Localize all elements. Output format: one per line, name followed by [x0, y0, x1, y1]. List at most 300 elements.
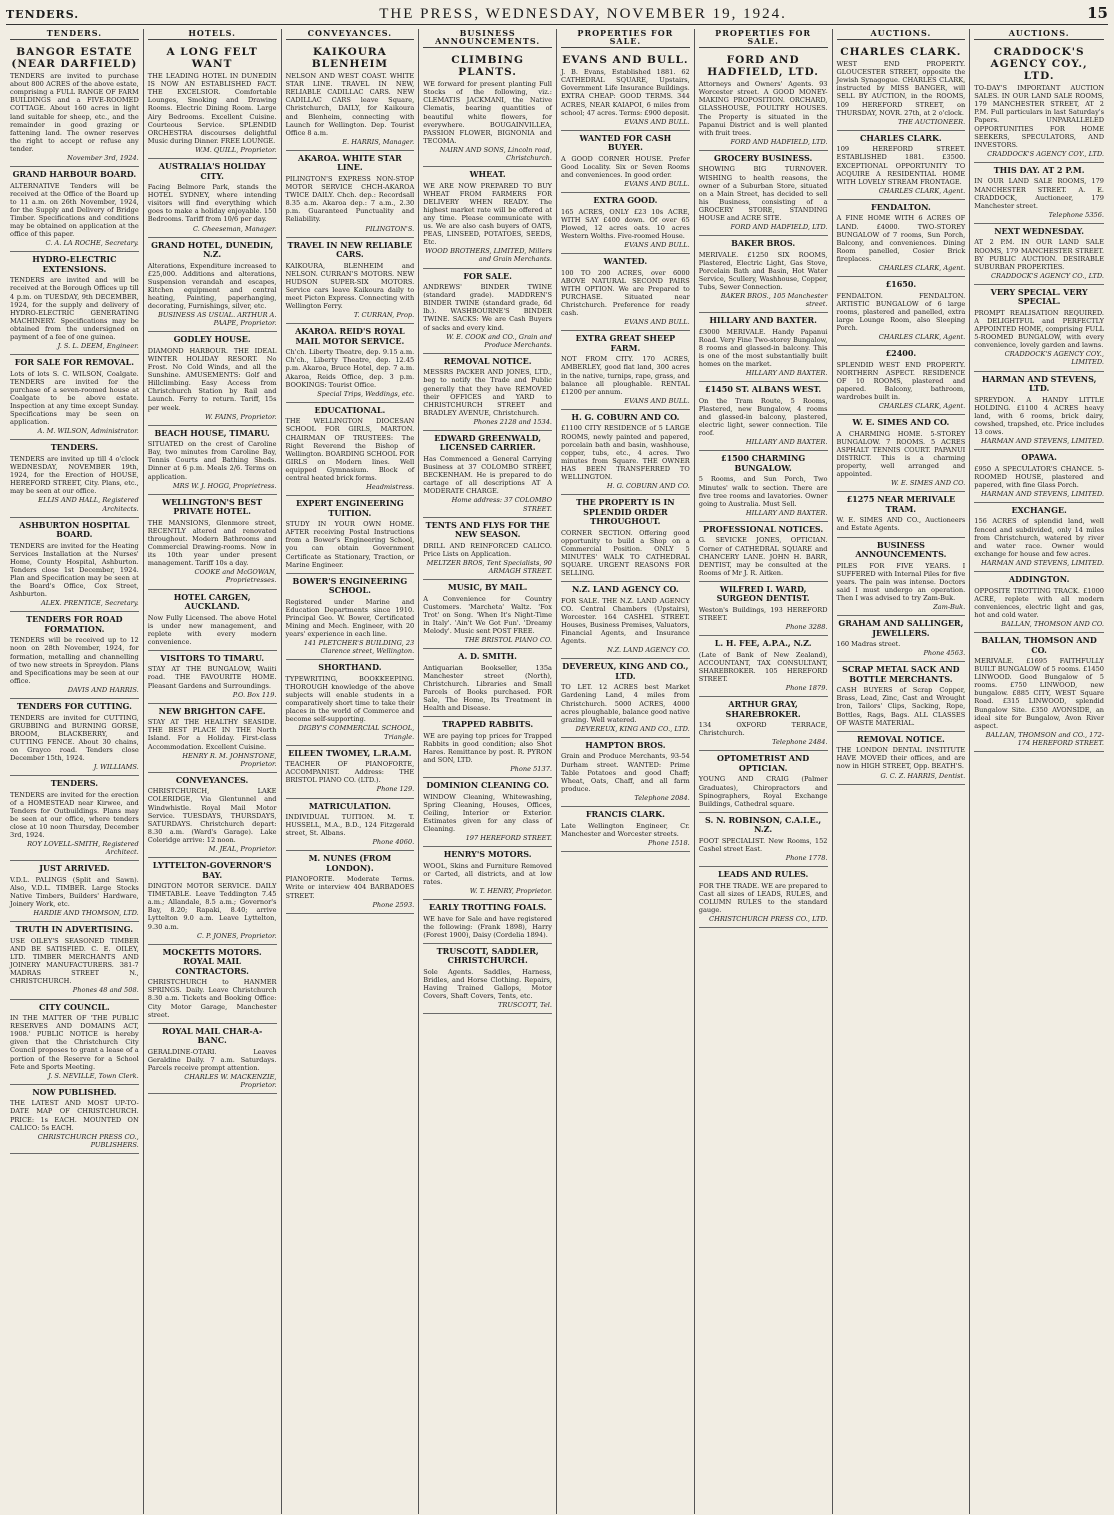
- ad-body: 134 OXFORD TERRACE, Christchurch.: [698, 721, 828, 738]
- ad-title: EXTRA GOOD.: [593, 195, 658, 206]
- ad-signature: Phone 129.: [376, 785, 415, 794]
- ad-title: ASHBURTON HOSPITAL BOARD.: [19, 519, 130, 540]
- ad-title: NEXT WEDNESDAY.: [994, 225, 1085, 236]
- classified-ad: [837, 131, 966, 200]
- ad-title: M. NUNES (FROM LONDON).: [308, 853, 392, 873]
- ad-body: FENDALTON. FENDALTON. ARTISTIC BUNGALOW of 6 large rooms, plastered and panelled, extra large Lounge Room, also Sleeping Porch.: [836, 291, 966, 332]
- classified-ad: [10, 167, 139, 252]
- ad-signature: HARMAN AND STEVENS, LIMITED.: [980, 437, 1104, 445]
- ad-title: WELLINGTON'S BEST PRIVATE HOTEL.: [162, 496, 263, 517]
- ad-signature: E. HARRIS, Manager.: [342, 137, 415, 146]
- classified-ad: [10, 1000, 139, 1085]
- ad-title: JUST ARRIVED.: [39, 863, 110, 874]
- ad-body: FOR THE TRADE. WE are prepared to Cast all sizes of LEADS, RULES, and COLUMN RULES to the standard gauge.: [698, 881, 828, 914]
- ad-signature: DAVIS AND HARRIS.: [67, 685, 139, 694]
- ad-body: INDIVIDUAL TUITION. M. T. HUSSELL, M.A., B.D., 124 Fitzgerald street, St. Albans.: [285, 813, 415, 838]
- ad-signature: J. S. NEVILLE, Town Clerk.: [48, 1071, 139, 1080]
- ad-body: Late Wellington Engineer, Cr. Manchester and Worcester streets.: [561, 821, 690, 838]
- ad-body: SPREYDON. A HANDY LITTLE HOLDING. £1100 4 ACRES heavy land, with 6 rooms, brick dairy, cowshed, trapshed, etc. Price includes 13 cows.: [974, 395, 1104, 436]
- ad-body: V.D.L. PALINGS (Split and Sawn). Also, V.D.L. TIMBER. Large Stocks Native Timbers, Builders' Hardware, Joinery Work, etc.: [10, 875, 139, 909]
- ad-signature: THE AUCTIONEER.: [897, 117, 966, 126]
- ad-signature: T. CURRAN, Prop.: [353, 311, 415, 320]
- ad-title: VISITORS TO TIMARU.: [160, 652, 264, 663]
- ad-title: £1450 ST. ALBANS WEST.: [705, 384, 822, 395]
- ad-signature: Phone 3288.: [785, 623, 828, 632]
- ad-title: ADDINGTON.: [1008, 574, 1070, 585]
- classified-ad: [837, 277, 966, 346]
- ad-signature: Phones 48 and 508.: [72, 986, 139, 995]
- ad-body: Sole Agents. Saddles, Harness, Bridles, and Horse Clothing. Repairs, Having Trained Gallops, Motor Covers, Shaft Covers, Tents, etc.: [423, 967, 552, 1001]
- classified-ad: [423, 51, 552, 167]
- classified-ad: [10, 440, 139, 517]
- classified-ad: [286, 403, 415, 496]
- ad-body: TENDERS will be received up to 12 noon on 28th November, 1924, for formation, metalling and channelling of two new streets in Spreydon. Plans and Specifications may be seen at our office.: [10, 636, 139, 685]
- ad-body: Lots of lots S. C. WILSON, Coalgate. TENDERS are invited for the purchase of a seven-roomed house at Coalgate to be above estate. Inspection at any time except Sunday. Specifications may be seen on application.: [10, 369, 139, 427]
- classified-ad: [837, 538, 966, 617]
- ad-signature: Home address: 37 COLOMBO STREET.: [451, 496, 552, 513]
- ad-signature: HILLARY AND BAXTER.: [745, 438, 828, 447]
- ad-body: TENDERS are invited for CUTTING, GRUBBING and BURNING GORSE, BROOM, BLACKBERRY, and CUTTING FENCE. About 30 chains, on Grayco road. Tenders close December 15th, 1924.: [10, 713, 139, 762]
- ad-title: TRUSCOTT, SADDLER, CHRISTCHURCH.: [436, 945, 539, 966]
- classified-ad: [699, 751, 828, 812]
- classified-ad: [699, 697, 828, 751]
- classified-ad: [148, 704, 277, 773]
- ad-title: N.Z. LAND AGENCY CO.: [572, 584, 679, 595]
- classified-ad: [423, 778, 552, 847]
- ad-body: MERIVALE. £1695 FAITHFULLY BUILT BUNGALOW of 5 rooms. £1450 LINWOOD. Good Bungalow of 5 rooms. £750 LINWOOD, new bungalow. £885 CITY, WEST Square Road. £315 LINWOOD, splendid Bungalow Site. £350 AVONSIDE, an ideal site for Bungalow, Avon River aspect.: [974, 657, 1104, 730]
- ad-title: REMOVAL NOTICE.: [856, 733, 945, 744]
- ad-title: LYTTELTON-GOVERNOR'S BAY.: [152, 860, 272, 880]
- ad-title: MOCKETTS MOTORS. ROYAL MAIL CONTRACTORS.: [162, 946, 262, 976]
- ad-title: FORD AND HADFIELD, LTD.: [707, 54, 819, 79]
- ad-body: ALTERNATIVE Tenders will be received at the Office of the Board up to 11 a.m. on 26th November, 1924, for the Supply and Delivery of Bridge Timber. Specifications and conditions may be obtained on application at the office of this paper.: [10, 181, 139, 239]
- classified-ad: [561, 659, 690, 738]
- ad-body: NELSON AND WEST COAST. WHITE STAR LINE. TRAVEL IN NEW, RELIABLE CADILLAC CARS. NEW CADILLAC CARS leave Square, Christchurch, DAILY, for Kaikoura and Blenheim, connecting with Launch for Wellington. Dep. Tourist Office 8 a.m.: [285, 72, 415, 137]
- ad-title: CHARLES CLARK.: [860, 132, 942, 143]
- ad-title: GROCERY BUSINESS.: [713, 152, 813, 163]
- classified-ad: [561, 254, 690, 331]
- ad-body: DIAMOND HARBOUR. THE IDEAL WINTER HOLIDAY RESORT. No Frost. No Cold Winds, and all the Sunshine. AMUSEMENTS: Golf and Hillclimbing. Easy Access from Christchurch Station by Rail and Launch. Ferry to return. Tariff, 15s per week.: [147, 346, 277, 412]
- ad-body: SHOWING BIG TURNOVER. WISHING to health reasons, the owner of a Suburban Store, situated on a Main Street, has decided to sell his Business, consisting of a GROCERY STORE, STANDING HOUSE and ACRE SITE.: [698, 165, 828, 222]
- ad-title: HENRY'S MOTORS.: [443, 849, 532, 860]
- ad-title: OPAWA.: [1021, 452, 1057, 463]
- ad-signature: CHARLES W. MACKENZIE, Proprietor.: [184, 1072, 277, 1090]
- ad-signature: Phone 4563.: [923, 649, 966, 658]
- ad-title: BAKER BROS.: [731, 238, 796, 249]
- ad-signature: Phone 1778.: [785, 854, 828, 862]
- ad-signature: A. M. WILSON, Administrator.: [37, 427, 139, 436]
- ad-body: A CHARMING HOME. 5-STOREY BUNGALOW. 7 ROOMS. 5 ACRES ASPHALT TENNIS COURT. PAPANUI DISTRICT. This is a charming property, well arranged and appointed.: [836, 429, 966, 479]
- classified-ad: [10, 1085, 139, 1154]
- ad-signature: HARMAN AND STEVENS, LIMITED.: [980, 558, 1104, 567]
- classified-ad: [148, 43, 277, 159]
- classified-ad: [286, 746, 415, 799]
- ad-title: £1500 CHARMING BUNGALOW.: [721, 453, 806, 473]
- classified-ad: [699, 151, 828, 236]
- classified-ad: [10, 776, 139, 861]
- ad-body: STAY AT THE HEALTHY SEASIDE. THE BEST PLACE IN THE North Island. For a Holiday. First-class Accommodation. Excellent Cuisine.: [147, 718, 277, 751]
- ad-title: EARLY TROTTING FOALS.: [429, 902, 547, 913]
- ad-title: DOMINION CLEANING CO.: [426, 780, 549, 791]
- ad-signature: EVANS AND BULL.: [624, 117, 690, 126]
- ad-signature: Phone 4060.: [372, 838, 415, 847]
- ad-body: WEST END PROPERTY. GLOUCESTER STREET, opposite the Jewish Synagogue. CHARLES CLARK, instructed by MISS BANGER, will SELL BY AUCTION, in the ROOMS, 109 HEREFORD STREET, on THURSDAY, NOVR. 27th, at 2 o'clock.: [836, 60, 966, 117]
- classified-ad: [148, 1024, 277, 1094]
- ad-body: MERIVALE. £1250 SIX ROOMS, Plastered, Electric Light, Gas Stove, Porcelain Bath and Basin, Hot Water Service, Scullery, Washhouse, Copper, Tubs, Sewer Connection.: [698, 250, 828, 292]
- ad-body: MESSRS PACKER AND JONES, LTD., beg to notify the Trade and Public generally that they have REMOVED their OFFICES and YARD to CHRISTCHURCH STREET and BRADLEY AVENUE, Christchurch.: [423, 368, 552, 417]
- ad-signature: 197 HEREFORD STREET.: [465, 834, 552, 843]
- ad-title: MUSIC, BY MAIL.: [447, 582, 528, 592]
- ad-title: BUSINESS ANNOUNCEMENTS.: [855, 539, 947, 560]
- ad-title: £2400.: [885, 348, 917, 359]
- classified-ad: [699, 382, 828, 451]
- classified-ad: [974, 372, 1104, 451]
- ad-signature: BALLAN, THOMSON and CO., 172-174 HEREFORD STREET.: [985, 730, 1104, 747]
- classified-ad: [699, 582, 828, 636]
- classified-ad: [286, 574, 415, 661]
- ad-body: CHRISTCHURCH to HANMER SPRINGS. Daily. Leave Christchurch 8.30 a.m. Tickets and Booking Office: City Motor Garage, Manchester street.: [147, 978, 277, 1019]
- ad-signature: BAKER BROS., 105 Manchester street.: [720, 292, 828, 309]
- ad-title: CONVEYANCES.: [175, 774, 249, 785]
- column-5: [557, 29, 695, 1514]
- ad-signature: Phone 2593.: [372, 900, 415, 909]
- classified-ad: [286, 238, 415, 325]
- classified-ad: [10, 612, 139, 699]
- ad-body: (Late of Bank of New Zealand), ACCOUNTANT, TAX CONSULTANT, SHAREBROKER. 105 HEREFORD STREET.: [698, 650, 828, 683]
- ad-title: WHEAT.: [469, 169, 506, 180]
- column-heading: AUCTIONS.: [974, 29, 1104, 40]
- ad-signature: J. WILLIAMS.: [93, 763, 139, 772]
- ad-title: EILEEN TWOMEY, L.R.A.M.: [288, 747, 412, 758]
- column-1: [6, 29, 144, 1514]
- ad-signature: H. G. COBURN AND CO.: [606, 482, 690, 491]
- classified-ad: [423, 900, 552, 944]
- ad-title: EXTRA GREAT SHEEP FARM.: [575, 333, 676, 353]
- ad-signature: Phones 2128 and 1534.: [473, 417, 552, 426]
- classified-ad: [974, 43, 1104, 163]
- classified-ad: [286, 799, 415, 852]
- column-3: [282, 29, 420, 1514]
- ad-signature: THE BRISTOL PIANO CO.: [464, 635, 552, 644]
- column-6: [695, 29, 833, 1514]
- ad-body: TENDERS are invited up till 4 o'clock WEDNESDAY, NOVEMBER 19th, 1924, for the Erection of HOUSE, HEREFORD STREET, City. Plans, etc., may be seen at our office.: [10, 454, 139, 496]
- classified-ad: [10, 699, 139, 776]
- ad-body: THE LONDON DENTAL INSTITUTE HAVE MOVED their offices, and are now in HIGH STREET, Opp. BEATH'S.: [836, 746, 966, 771]
- ad-signature: ELLIS AND HALL, Registered Architects.: [38, 496, 139, 513]
- classified-ad: [561, 807, 690, 852]
- ad-signature: 141 PLETCHER'S BUILDING, 23 Clarence street, Wellington.: [303, 639, 415, 656]
- classified-ad: [974, 163, 1104, 224]
- ad-title: MATRICULATION.: [308, 800, 391, 811]
- classified-ad: [10, 922, 139, 999]
- ad-title: A. D. SMITH.: [458, 651, 517, 662]
- ad-body: 109 HEREFORD STREET. ESTABLISHED 1881. £3500. EXCEPTIONAL OPPORTUNITY TO ACQUIRE A RESIDENTIAL HOME WITH LOVELY STREAM FRONTAGE.: [836, 145, 966, 186]
- classified-ad: [837, 43, 966, 131]
- classified-ad: [148, 159, 277, 238]
- ad-title: GRAND HOTEL, DUNEDIN, N.Z.: [151, 239, 274, 260]
- classified-ad: [974, 503, 1104, 572]
- column-heading: TENDERS.: [10, 29, 139, 40]
- ad-body: TO-DAY'S IMPORTANT AUCTION SALES. IN OUR LAND SALE ROOMS, 179 MANCHESTER STREET, AT 2 P.M. Full particulars in last Saturday's Papers. UNPARALLELED OPPORTUNITIES FOR HOME SEEKERS, SPECULATORS, AND INVESTORS.: [974, 84, 1104, 149]
- ad-body: A Convenience for Country Customers. 'Marcheta' Waltz. 'Fox Trot' on Song. 'When It's Night-Time in Italy'. 'Ain't We Got Fun'. 'Dreamy Melody'. Music sent POST FREE.: [423, 594, 552, 635]
- classified-ad: [699, 867, 828, 928]
- ad-title: EVANS AND BULL.: [562, 54, 689, 67]
- ad-body: 156 ACRES of splendid land, well fenced and subdivided, only 14 miles from Christchurch, watered by river and water race. Owner would exchange for house and few acres.: [974, 517, 1104, 558]
- ad-title: GRAND HARBOUR BOARD.: [12, 169, 137, 180]
- ad-title: £1275 NEAR MERIVALE TRAM.: [846, 494, 956, 514]
- classified-ad: [286, 660, 415, 745]
- classified-ad: [148, 238, 277, 333]
- column-heading: AUCTIONS.: [837, 29, 966, 40]
- ad-signature: EVANS AND BULL.: [624, 180, 690, 189]
- ad-title: H. G. COBURN AND CO.: [571, 411, 680, 422]
- ad-signature: P.O. Box 119.: [232, 690, 277, 699]
- ad-title: AKAROA. WHITE STAR LINE.: [298, 152, 402, 173]
- ad-signature: C. Cheeseman, Manager.: [192, 224, 277, 233]
- classified-ad: [699, 451, 828, 521]
- ad-signature: ROY LOVELL-SMITH, Registered Architect.: [27, 840, 139, 857]
- ad-title: FOR SALE.: [463, 270, 512, 281]
- ad-signature: C. P. JONES, Proprietor.: [197, 931, 277, 940]
- ad-body: 165 ACRES, ONLY £23 10s ACRE, WITH SAY £400 down. Of over 65 Plowed, 12 acres oats. 10 acres Western Wolths. Five-roomed House.: [561, 207, 690, 240]
- ad-signature: EVANS AND BULL.: [624, 396, 690, 405]
- ad-body: G. SEVICKE JONES, OPTICIAN. Corner of CATHEDRAL SQUARE and CHANCERY LANE. JOHN H. BARR, DENTIST, may be consulted at the Rooms of Mr J. R. Aitken.: [698, 536, 828, 577]
- classified-ad: [148, 858, 277, 945]
- ad-body: THE LATEST AND MOST UP-TO-DATE MAP OF CHRISTCHURCH. PRICE: 1s EACH. MOUNTED ON CALICO: 5s EACH.: [10, 1099, 139, 1132]
- column-8: [970, 29, 1108, 1514]
- column-2: [144, 29, 282, 1514]
- ad-signature: FORD AND HADFIELD, LTD.: [730, 223, 828, 232]
- ad-title: HOTEL CARGEN, AUCKLAND.: [173, 591, 251, 611]
- ad-signature: G. C. Z. HARRIS, Dentist.: [880, 771, 966, 780]
- ad-signature: CHARLES CLARK, Agent.: [878, 333, 966, 342]
- classified-ad: [699, 636, 828, 697]
- ad-title: ARTHUR GRAY, SHAREBROKER.: [725, 699, 801, 719]
- ad-signature: CHARLES CLARK, Agent.: [878, 186, 966, 195]
- ad-signature: W. FAINS, Proprietor.: [204, 412, 277, 421]
- ad-body: SPLENDID WEST END PROPERTY. NORTHERN ASPECT. RESIDENCE OF 10 ROOMS, plastered and papered. Balcony, bathroom, wardrobes built in.: [836, 360, 966, 401]
- classified-ad: [423, 847, 552, 900]
- ad-signature: M. JEAL, Proprietor.: [208, 844, 277, 853]
- classified-ad: [699, 313, 828, 382]
- classified-ad: [423, 518, 552, 580]
- classified-ad: [699, 236, 828, 313]
- classified-ad: [148, 945, 277, 1024]
- ad-signature: HILLARY AND BAXTER.: [745, 369, 828, 378]
- ad-title: FENDALTON.: [871, 201, 931, 212]
- ad-title: S. N. ROBINSON, C.A.I.E., N.Z.: [705, 814, 822, 835]
- ad-signature: HARMAN AND STEVENS, LIMITED.: [980, 489, 1104, 498]
- classified-ad: [837, 492, 966, 537]
- ad-signature: J. S. L. DEEM, Engineer.: [57, 342, 139, 351]
- ad-title: NOW PUBLISHED.: [32, 1086, 117, 1097]
- ad-signature: CHARLES CLARK, Agent.: [878, 263, 966, 272]
- ad-body: Has Commenced a General Carrying Business at 37 COLOMBO STREET, BECKENHAM. He is prepared to do cartage of all descriptions AT A MODERATE CHARGE.: [423, 454, 552, 496]
- ad-signature: Telephone 2484.: [772, 738, 828, 747]
- classified-ad: [423, 580, 552, 649]
- ad-signature: November 3rd, 1924.: [67, 154, 139, 163]
- ad-signature: BUSINESS AS USUAL. ARTHUR A. PAAPE, Proprietor.: [158, 311, 277, 328]
- ad-body: WE forward for present planting Full Stocks of the following, viz.: CLEMATIS JACKMANI, the Native Clematis, bearing quantities of beautiful white flowers, for everywhere. BOUGAINVILLEA, PASSION FLOWER, BIGNONIA and TECOMA.: [423, 80, 552, 145]
- classified-ad: [561, 495, 690, 582]
- ad-body: THE MANSIONS, Glenmore street, RECENTLY altered and renovated throughout. Modern Bathrooms and Commercial Drawing-rooms. Now in its 10th year under present management. Tariff 10s a day.: [147, 518, 277, 568]
- ad-body: Alterations, Expenditure increased to £25,000. Additions and alterations, Suspension verandah and escapes, Kitchen equipment and central heating, Painting, paperhanging, decorating, Furnishings, silver, etc.: [147, 261, 277, 311]
- ad-title: HAMPTON BROS.: [585, 739, 666, 750]
- ad-title: TENDERS.: [50, 442, 99, 453]
- classified-ad: [561, 193, 690, 254]
- ad-title: TENDERS.: [50, 778, 99, 789]
- ad-title: TENDERS FOR CUTTING.: [16, 701, 132, 712]
- ad-title: £1650.: [885, 279, 917, 290]
- ad-title: OPTOMETRIST AND OPTICIAN.: [717, 753, 810, 773]
- ad-body: CORNER SECTION. Offering good opportunity to build a Shop on a Commercial Position. ONLY 5 MINUTES' WALK TO CATHEDRAL SQUARE. URGENT REASONS FOR SELLING.: [561, 528, 690, 578]
- ad-title: A LONG FELT WANT: [166, 46, 258, 71]
- ad-signature: DEVEREUX, KING AND CO., LTD.: [575, 724, 690, 733]
- classified-ad: [286, 324, 415, 403]
- ad-title: SHORTHAND.: [318, 662, 382, 673]
- classified-ad: [561, 582, 690, 659]
- ad-body: £950 A SPECULATOR'S CHANCE. 5-ROOMED HOUSE, plastered and papered, with fine Glass Porch.: [974, 464, 1104, 489]
- column-heading: PROPERTIES FOR SALE.: [561, 29, 690, 48]
- ad-signature: CHARLES CLARK, Agent.: [878, 402, 966, 411]
- ad-body: Facing Belmore Park, stands the HOTEL SYDNEY, where intending visitors will find everything which goes to make a holiday enjoyable. 150 Bedrooms. Tariff from 10/6 per day.: [147, 183, 277, 224]
- ad-title: HYDRO-ELECTRIC EXTENSIONS.: [32, 254, 117, 274]
- ad-body: Now Fully Licensed. The above Hotel is under new management, and replete with every modern convenience.: [147, 613, 277, 646]
- ad-signature: FORD AND HADFIELD, LTD.: [730, 137, 828, 146]
- ad-title: WANTED.: [603, 256, 648, 267]
- classified-ad: [837, 346, 966, 415]
- ad-body: Grain and Produce Merchants, 93-54 Durham street. WANTED: Prime Table Potatoes and good Chaff; Wheat, Oats, Chaff, and all farm produce.: [561, 752, 690, 793]
- classified-ad: [423, 431, 552, 518]
- ad-body: CASH BUYERS of Scrap Copper, Brass, Lead, Zinc, Cast and Wrought Iron, Tailors' Clips, Sacking, Rope, Bottles, Rags, Bags. ALL CLASSES OF WASTE MATERIAL.: [836, 686, 966, 727]
- ad-body: PILES FOR FIVE YEARS. I SUFFERED with Internal Piles for five years. The pain was intense. Doctors said I must undergo an operation. Then I was advised to try Zam-Buk.: [836, 561, 966, 602]
- classified-ad: [423, 269, 552, 354]
- ad-signature: Telephone 5356.: [1048, 210, 1104, 219]
- ad-signature: CRADDOCK'S AGENCY CO., LTD.: [991, 271, 1104, 280]
- ad-signature: W. T. HENRY, Proprietor.: [469, 886, 552, 895]
- ad-body: Weston's Buildings, 193 HEREFORD STREET.: [698, 605, 828, 622]
- ad-signature: W. E. SIMES AND CO.: [891, 479, 966, 488]
- ad-signature: CRADDOCK'S AGENCY COY., LTD.: [987, 149, 1104, 158]
- ad-title: EDWARD GREENWALD, LICENSED CARRIER.: [434, 432, 542, 453]
- ad-signature: Phone 1879.: [785, 684, 828, 693]
- ad-body: NOT FROM CITY. 170 ACRES, AMBERLEY, good flat land, 300 acres in the native, turnips, rape, grass, and balance all ploughable. RENTAL £1200 per annum.: [561, 355, 690, 396]
- ad-body: STAY AT THE BUNGALOW, Waiiti road. THE FAVOURITE HOME. Pleasant Gardens and Surroundings.: [147, 665, 277, 690]
- ad-body: CHRISTCHURCH, LAKE COLERIDGE, Via Glentunnel and Windwhistle. Royal Mail Motor Service. TUESDAYS, THURSDAYS, SATURDAYS. Christchurch depart: 8.30 a.m. (Ward's Garage). Lake Coleridge arrive: 12 noon.: [147, 787, 277, 844]
- ad-title: THE PROPERTY IS IN SPLENDID ORDER THROUGHOUT.: [576, 497, 675, 527]
- ad-signature: EVANS AND BULL.: [624, 318, 690, 327]
- classified-ad: [10, 43, 139, 167]
- masthead: [6, 4, 1108, 25]
- ad-title: HILLARY AND BAXTER.: [709, 315, 817, 326]
- classified-ad: [974, 633, 1104, 752]
- ad-title: FOR SALE FOR REMOVAL.: [14, 357, 135, 368]
- ad-body: TEACHER OF PIANOFORTE, ACCOMPANIST. Address: THE BRISTOL PIANO CO. (LTD.).: [285, 760, 415, 785]
- ad-body: YOUNG AND CRAIG (Palmer Graduates), Chiropractors and Spinographers, Royal Exchange Buildings, Cathedral square.: [698, 775, 828, 808]
- column-heading: CONVEYANCES.: [286, 29, 415, 40]
- ad-body: THE LEADING HOTEL IN DUNEDIN IS NOW AN ESTABLISHED FACT. THE EXCELSIOR. Comfortable Lounges, Smoking and Drawing Rooms. Electric Dining Room. Large Airy Bedrooms. Excellent Cuisine. Courteous Service. SPLENDID ORCHESTRA discourses delightful Music during Dinner. FREE LOUNGE.: [147, 72, 277, 145]
- classified-ad: [423, 649, 552, 717]
- classified-ad: [699, 522, 828, 582]
- ad-body: KAIKOURA, BLENHEIM and NELSON. CURRAN'S MOTORS. NEW HUDSON SUPER-SIX MOTORS. Service cars leave Kaikoura daily to meet Picton Express. Connecting with Wellington Ferry.: [285, 261, 415, 311]
- classified-ad: [837, 200, 966, 277]
- ad-title: TENTS AND FLYS FOR THE NEW SEASON.: [425, 519, 550, 540]
- ad-body: WE ARE NOW PREPARED TO BUY WHEAT FROM FARMERS FOR DELIVERY WHEN READY. The highest market rate will be offered at any time. Please communicate with us. We are also cash buyers of OATS, PEAS, LINSEED, POTATOES, SEEDS, Etc.: [423, 181, 552, 247]
- ad-title: WILFRED I. WARD, SURGEON DENTIST.: [716, 583, 810, 604]
- ad-signature: COOKE and McGOWAN, Proprietresses.: [194, 568, 277, 585]
- ad-title: CLIMBING PLANTS.: [451, 54, 524, 79]
- ad-title: EDUCATIONAL.: [314, 404, 386, 415]
- ad-body: IN THE MATTER OF 'THE PUBLIC RESERVES AND DOMAINS ACT, 1908.' PUBLIC NOTICE is hereby given that the Christchurch City Council proposes to grant a lease of a portion of the Reserve for a School Fete and Sports Meeting.: [10, 1014, 139, 1071]
- ad-body: TENDERS are invited to purchase about 800 ACRES of the above estate, comprising a FULL RANGE OF FARM BUILDINGS and a FIVE-ROOMED COTTAGE. About 160 acres in light land suitable for sheep, etc., and the remainder in good grazing or fattening land. The owner reserves the right to accept or refuse any tender.: [10, 72, 139, 153]
- ad-signature: W.M. QUILL, Proprietor.: [195, 145, 277, 154]
- ad-body: Registered under Marine and Education Departments since 1910. Principal Geo. W. Bower, Certificated Mining and Mech. Engineer, with 20 years' experience in each line.: [285, 597, 415, 639]
- ad-title: REMOVAL NOTICE.: [443, 355, 532, 366]
- ad-body: FOOT SPECIALIST. New Rooms, 152 Cashel street East.: [698, 836, 828, 853]
- ad-body: On the Tram Route, 5 Rooms, Plastered, new Bungalow, 4 rooms and glassed-in balcony, plastered, electric light, sewer connection. Tile roof.: [698, 396, 828, 438]
- ad-body: STUDY IN YOUR OWN HOME. AFTER receiving Postal Instructions from a Bower's Engineering School, you can obtain Government Certificate as Stationary, Traction, or Marine Engineer.: [285, 520, 415, 569]
- ad-title: AUSTRALIA'S HOLIDAY CITY.: [158, 161, 266, 181]
- ad-title: TRUTH IN ADVERTISING.: [15, 924, 134, 935]
- ad-body: 160 Madras street.: [836, 640, 901, 649]
- ad-signature: EVANS AND BULL.: [624, 241, 690, 250]
- classified-ad: [148, 773, 277, 858]
- ad-signature: Telephone 2084.: [634, 793, 690, 802]
- ad-signature: C. A. LA ROCHE, Secretary.: [45, 239, 139, 248]
- classified-ad: [423, 167, 552, 268]
- ad-body: PIANOFORTE. Moderate Terms. Write or interview 404 BARBADOES STREET.: [285, 875, 415, 900]
- classified-ad: [10, 355, 139, 440]
- classified-ad: [10, 252, 139, 355]
- ad-body: £3000 MERIVALE. Handy Papanui Road. Very Fine Two-storey Bungalow, 8 rooms and glassed-in balcony. This is one of the most substantially built homes on the market.: [698, 327, 828, 369]
- ad-signature: N.Z. LAND AGENCY CO.: [607, 646, 690, 655]
- classified-ad: [286, 851, 415, 913]
- column-heading: BUSINESS ANNOUNCEMENTS.: [423, 29, 552, 48]
- classified-ad: [974, 285, 1104, 372]
- ad-body: 5 Rooms, and Sun Porch, Two Minutes' walk to section. There are five tree rooms and lavatories. Owner going to Australia. Must Sell.: [698, 475, 828, 508]
- ad-body: FOR SALE. THE N.Z. LAND AGENCY CO. Central Chambers (Upstairs), Worcester. 164 CASHEL STREET. Houses, Business Premises, Valuators, Financial Agents, and Insurance Agents.: [561, 596, 690, 646]
- columns-container: [6, 29, 1108, 1514]
- ad-body: DRILL AND REINFORCED CALICO. Price Lists on Application.: [423, 541, 552, 558]
- ad-body: A FINE HOME WITH 6 ACRES OF LAND. £4000. TWO-STOREY BUNGALOW of 7 rooms, Sun Porch, Balcony, and conveniences. Dining Room panelled, Cosier Brick fireplaces.: [836, 214, 966, 263]
- ad-title: L. H. FEE, A.P.A., N.Z.: [714, 638, 812, 649]
- classified-ad: [837, 616, 966, 662]
- classified-ad: [148, 495, 277, 590]
- column-4: [419, 29, 557, 1514]
- ad-signature: Headmistress.: [366, 483, 415, 492]
- ad-title: TRAPPED RABBITS.: [442, 719, 534, 730]
- ad-body: TO LET. 12 ACRES best Market Gardening Land, 4 miles from Christchurch. 5000 ACRES, 4000 acres ploughable, balance good native grazing. Well watered.: [561, 683, 690, 724]
- ad-body: TENDERS are invited for the erection of a HOMESTEAD near Kirwee, and Tenders for Outbuildings. Plans may be seen at our office, where tenders close at 10 noon Thursday, December 3rd, 1924.: [10, 790, 139, 840]
- ad-signature: HARDIE AND THOMSON, LTD.: [33, 909, 139, 918]
- ad-signature: W. E. COOK and CO., Grain and Produce Merchants.: [446, 332, 552, 349]
- ad-title: FRANCIS CLARK.: [585, 809, 665, 819]
- classified-ad: [561, 410, 690, 495]
- classified-ad: [837, 732, 966, 785]
- ad-title: BOWER'S ENGINEERING SCHOOL.: [292, 575, 408, 596]
- classified-ad: [10, 518, 139, 613]
- ad-signature: DIGBY'S COMMERCIAL SCHOOL, Triangle.: [298, 724, 415, 741]
- ad-title: AKAROA. REID'S ROYAL MAIL MOTOR SERVICE.: [295, 326, 405, 346]
- ad-body: J. B. Evans, Established 1881. 62 CATHEDRAL SQUARE, Upstairs, Government Life Insurance Buildings. EXTRA CHEAP: GOOD TERMS. 344 ACRES, NEAR KAIAPOI, 6 miles from school; 47 acres. Terms: £900 deposit.: [561, 68, 690, 117]
- ad-signature: CHRISTCHURCH PRESS CO., PUBLISHERS.: [37, 1132, 139, 1149]
- ad-title: THIS DAY. AT 2 P.M.: [993, 164, 1085, 175]
- classified-ad: [561, 738, 690, 807]
- ad-body: SITUATED on the crest of Caroline Bay, two minutes from Caroline Bay, Tennis Courts and Bathing Sheds. Dinner at 6 p.m. Meals 2/6. Terms on application.: [147, 440, 277, 481]
- ad-signature: TRUSCOTT, Tel.: [497, 1001, 552, 1010]
- ad-body: WOOL, Skins and Furniture Removed or Carted, all districts, and at low rates.: [423, 861, 552, 886]
- classified-ad: [561, 51, 690, 131]
